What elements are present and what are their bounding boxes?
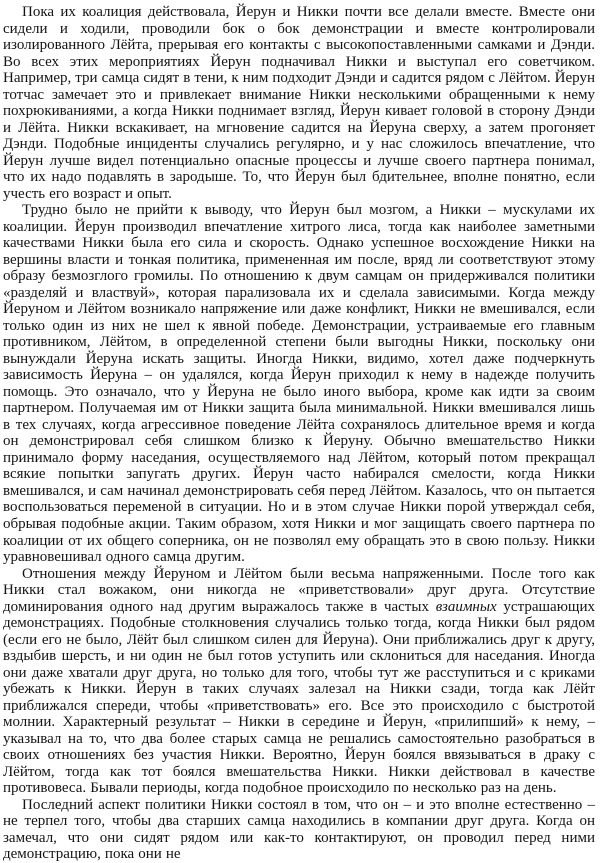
paragraph-brains-and-muscle: Трудно было не прийти к выводу, что Йерун был мозгом, а Никки – мускулами их коалиции. Йерун производил впечатление хитрого лиса, тогда как наиболее заметными качествами Никки была его сила и скорость. Однако успешное восхождение Никки на вершины власти и тонкая политика, примененная им после, вряд ли соответствуют этому образу безмозглого громилы. По отношению к двум самцам он придерживался политики «разделяй и властвуй», которая парализовала их и сделала зависимыми. Когда между Йеруном и Лёйтом возникало напряжение или даже конфликт, Никки не вмешивался, если только один из них не шел к явной победе. Демонстрации, устраиваемые его главным противником, Лёйтом, в определенной степени были выгодны Никки, поскольку они вынуждали Йеруна искать защиты. Иногда Никки, видимо, хотел даже подчеркнуть зависимость Йеруна – он удалялся, когда Йерун приходил к нему в надежде получить помощь. Это означало, что у Йеруна не было иного выбора, кроме как идти за своим партнером. Получаемая им от Никки защита была минимальной. Никки вмешивался лишь в тех случаях, когда агрессивное поведение Лёйта сохранялось длительное время и когда он демонстрировал себя слишком близко к Йеруну. Обычно вмешательство Никки принимало форму наседания, осуществляемого над Лёйтом, который потом прекращал всякие попытки запугать других. Йерун часто набирался смелости, когда Никки вмешивался, и сам начинал демонстрировать себя перед Лёйтом. Казалось, что он пытается воспользоваться переменой в ситуации. Но и в этом случае Никки порой утверждал себя, обрывая подобные акции. Таким образом, хотя Никки и мог защищать своего партнера по коалиции от их общего соперника, он не позволял ему обращать это в свою пользу. Никки уравновешивал одного самца другим. xyxy=(3,202,595,566)
paragraph-coalition-activity: Пока их коалиция действовала, Йерун и Никки почти все делали вместе. Вместе они сидели и ходили, проводили бок о бок демонстрации и вместе контролировали изолированного Лёйта, прерывая его контакты с высокопоставленными самками и Дэнди. Во всех этих мероприятиях Йерун подначивал Никки и выступал его советчиком. Например, три самца сидят в тени, к ним подходит Дэнди и садится рядом с Лёйтом. Йерун тотчас замечает это и привлекает внимание Никки несколькими обращенными к нему похрюкиваниями, а когда Никки поднимает взгляд, Йерун кивает головой в сторону Дэнди и Лёйта. Никки вскакивает, на мгновение садится на Йеруна сверху, а затем прогоняет Дэнди. Подобные инциденты случались регулярно, и у нас сложилось впечатление, что Йерун лучше видел потенциально опасные процессы и лучше своего партнера понимал, что их надо подавлять в зародыше. То, что Йерун был бдительнее, вполне понятно, если учесть его возраст и опыт. xyxy=(3,4,595,202)
emphasis-word-italic: взаимных xyxy=(435,598,497,615)
paragraph-yeroen-luit-relations xyxy=(3,566,595,797)
paragraph-3-segment-before-emphasis: Отношения между Йеруном и Лёйтом были весьма напряженными. После того как Никки стал вожаком, они никогда не «приветствовали» друг друга. Отсутствие доминирования одного над другим выражалось также в частых xyxy=(3,565,595,615)
paragraph-3-segment-after-emphasis: устрашающих демонстрациях. Подобные столкновения случались только тогда, когда Никки был рядом (если его не было, Лёйт был слишком силен для Йеруна). Они приближались друг к другу, вздыбив шерсть, и ни один не был готов уступить или склониться для наседания. Иногда они даже хватали друг друга, но только для того, чтобы тут же расступиться и с криками убежать к Никки. Йерун в таких случаях залезал на Никки сзади, тогда как Лёйт приближался спереди, чтобы «приветствовать» его. Все это происходило с быстротой молнии. Характерный результат – Никки в середине и Йерун, «прилипший» к нему, – указывал на то, что два более старых самца не решались самостоятельно разобраться в своих отношениях без участия Никки. Вероятно, Йерун боялся ввязываться в драку с Лёйтом, тогда как тот боялся вмешательства Никки. Никки действовал в качестве противовеса. Бывали периоды, когда подобное происходило по несколько раз на день. xyxy=(3,598,595,797)
paragraph-nikkie-policy-last-aspect: Последний аспект политики Никки состоял в том, что он – и это вполне естественно – не терпел того, чтобы два старших самца находились в компании друг друга. Когда он замечал, что они сидят рядом или как-то контактируют, он проводил перед ними демонстрацию, пока они не xyxy=(3,796,595,863)
